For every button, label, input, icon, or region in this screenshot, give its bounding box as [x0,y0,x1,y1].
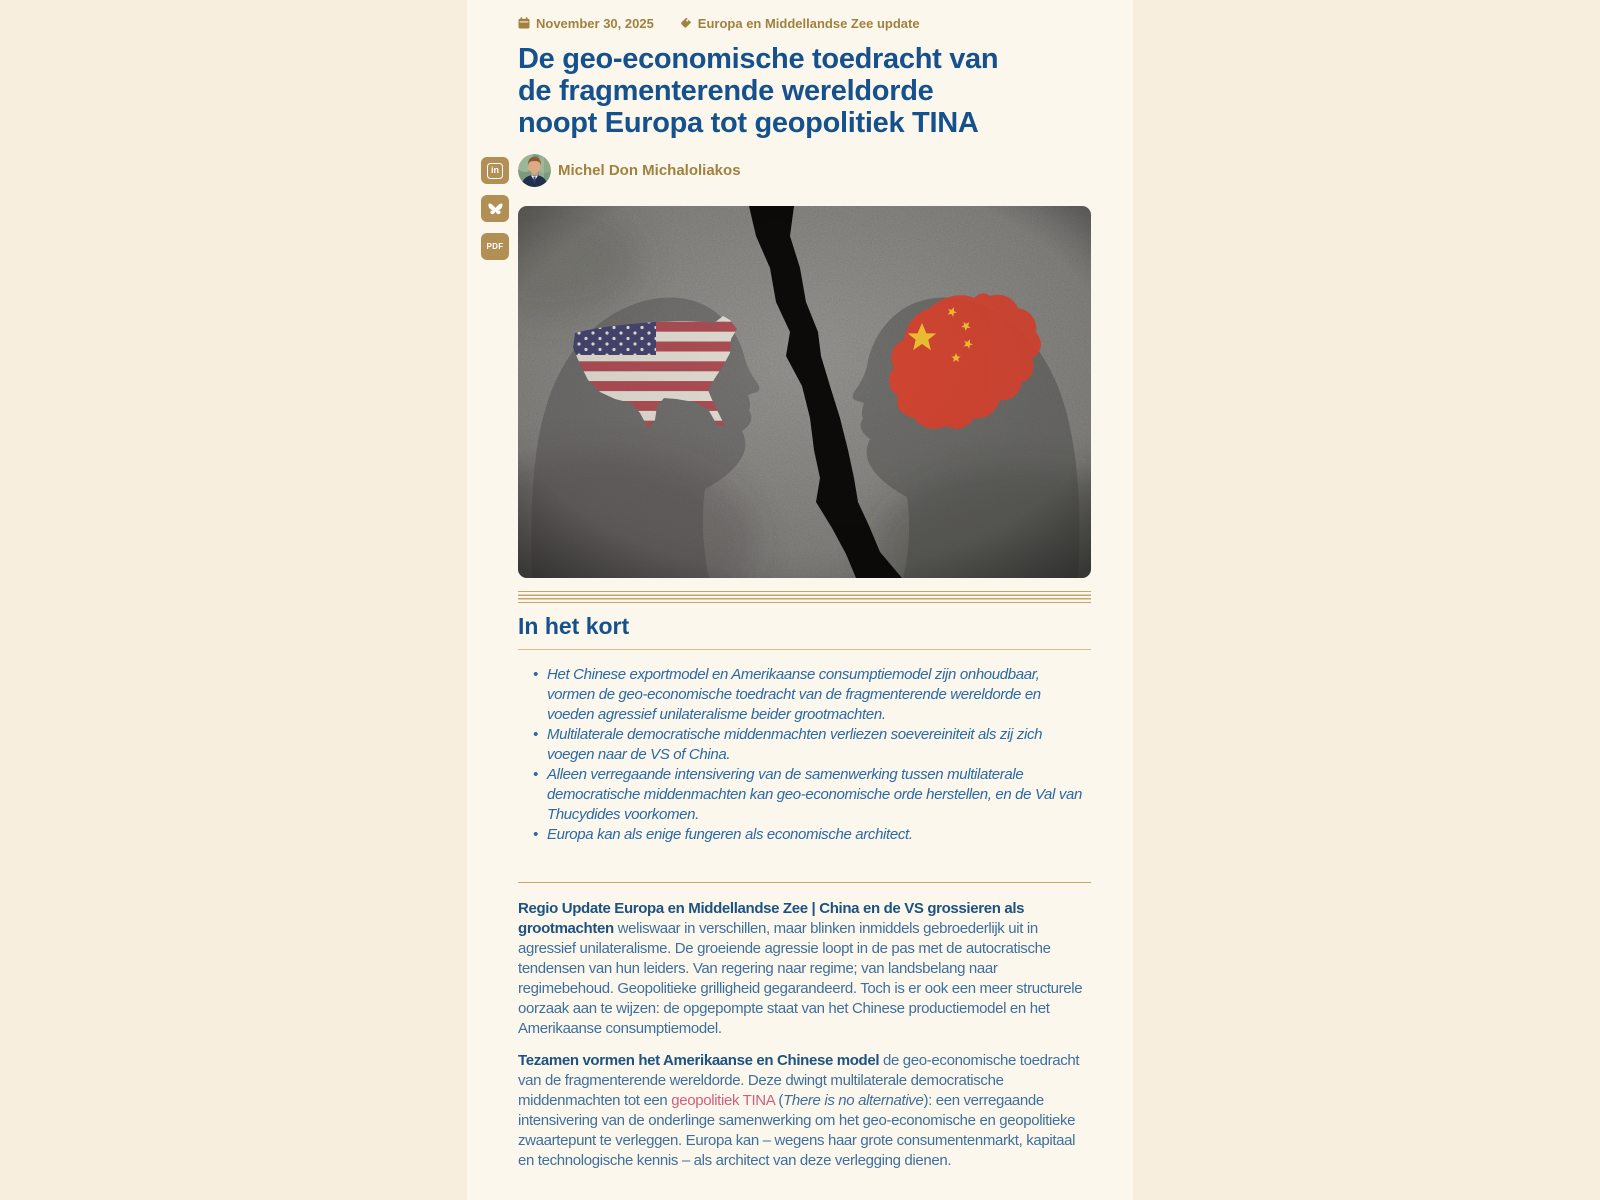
paragraph-1-lead: Regio Update Europa en Middellandse Zee | China en de VS grossieren als grootmachten [518,900,1025,937]
section-divider [518,591,1091,603]
post-category-label: Europa en Middellandse Zee update [697,15,920,31]
paragraph-1 [518,899,1091,1039]
title-line: De geo-economische toedracht van [518,43,999,75]
meta-row [518,15,1091,31]
article-column [467,0,1133,1200]
author-name[interactable]: Michel Don Michaloliakos [558,162,741,179]
summary-bullet: • Alleen verregaande intensivering van de samenwerking tussen multilaterale democratische middenmachten kan geo-economische orde herstellen, en de Val van Thucydides voorkomen. [532,765,1091,825]
post-category[interactable] [680,16,920,31]
paragraph-2-text: ): een verregaande intensivering van de onderlinge samenwerking om het geo-economische en geopolitieke zwaartepunt te verleggen. Europa kan – wegens haar grote consumentenmarkt, kapitaal en technologische kennis – als architect van deze verlegging dienen. [518,1092,1076,1169]
share-pdf-button[interactable] [481,233,509,260]
summary-heading: In het kort [518,613,630,639]
paragraph-2-lead: Tezamen vormen het Amerikaanse en Chinese model [518,1052,880,1069]
paragraph-2-text: ( [774,1092,784,1109]
summary-bullet: • Europa kan als enige fungeren als economische architect. [532,825,1091,845]
tina-link[interactable]: geopolitiek TINA [671,1092,775,1109]
heading-rule [518,649,1091,650]
summary-bullet: • Multilaterale democratische middenmachten verliezen soevereiniteit als zij zich voegen naar de VS of China. [532,725,1091,765]
paragraph-2-text: de geo-economische toedracht van de fragmenterende wereldorde. Deze dwingt multilaterale democratische middenmachten tot een [518,1052,1080,1109]
paragraph-2 [518,1051,1091,1171]
post-date-label: November 30, 2025 [536,15,654,31]
page-title [518,43,1091,139]
share-bluesky-button[interactable] [481,195,509,222]
summary-bullet: • Het Chinese exportmodel en Amerikaanse consumptiemodel zijn onhoudbaar, vormen de geo-economische toedracht van de fragmenterende wereldorde en voeden agressief unilateralisme beider grootmachten. [532,665,1091,725]
pdf-icon: PDF [486,242,504,251]
hero-image [518,206,1091,578]
summary-list [518,665,1091,845]
article-body [518,0,1091,1171]
avatar [518,154,551,187]
body-divider [518,882,1091,883]
title-line: noopt Europa tot geopolitiek TINA [518,107,979,139]
author-link[interactable] [518,154,741,187]
share-rail [481,157,509,260]
bluesky-butterfly-icon [487,201,504,217]
title-line: de fragmenterende wereldorde [518,75,934,107]
linkedin-icon: in [487,163,503,179]
paragraph-1-text: weliswaar in verschillen, maar blinken inmiddels gebroederlijk uit in agressief unilateralisme. De groeiende agressie loopt in de pas met de autocratische tendensen van hun leiders. Van regering naar regime; van landsbelang naar regimebehoud. Geopolitieke grilligheid gegarandeerd. Toch is er ook een meer structurele oorzaak aan te wijzen: de opgepompte staat van het Chinese productiemodel en het Amerikaanse consumptiemodel. [518,920,1083,1037]
tag-icon [680,17,692,29]
post-date [518,16,654,31]
share-linkedin-button[interactable] [481,157,509,184]
calendar-icon [518,17,530,29]
paragraph-2-italic: There is no alternative [783,1092,924,1109]
